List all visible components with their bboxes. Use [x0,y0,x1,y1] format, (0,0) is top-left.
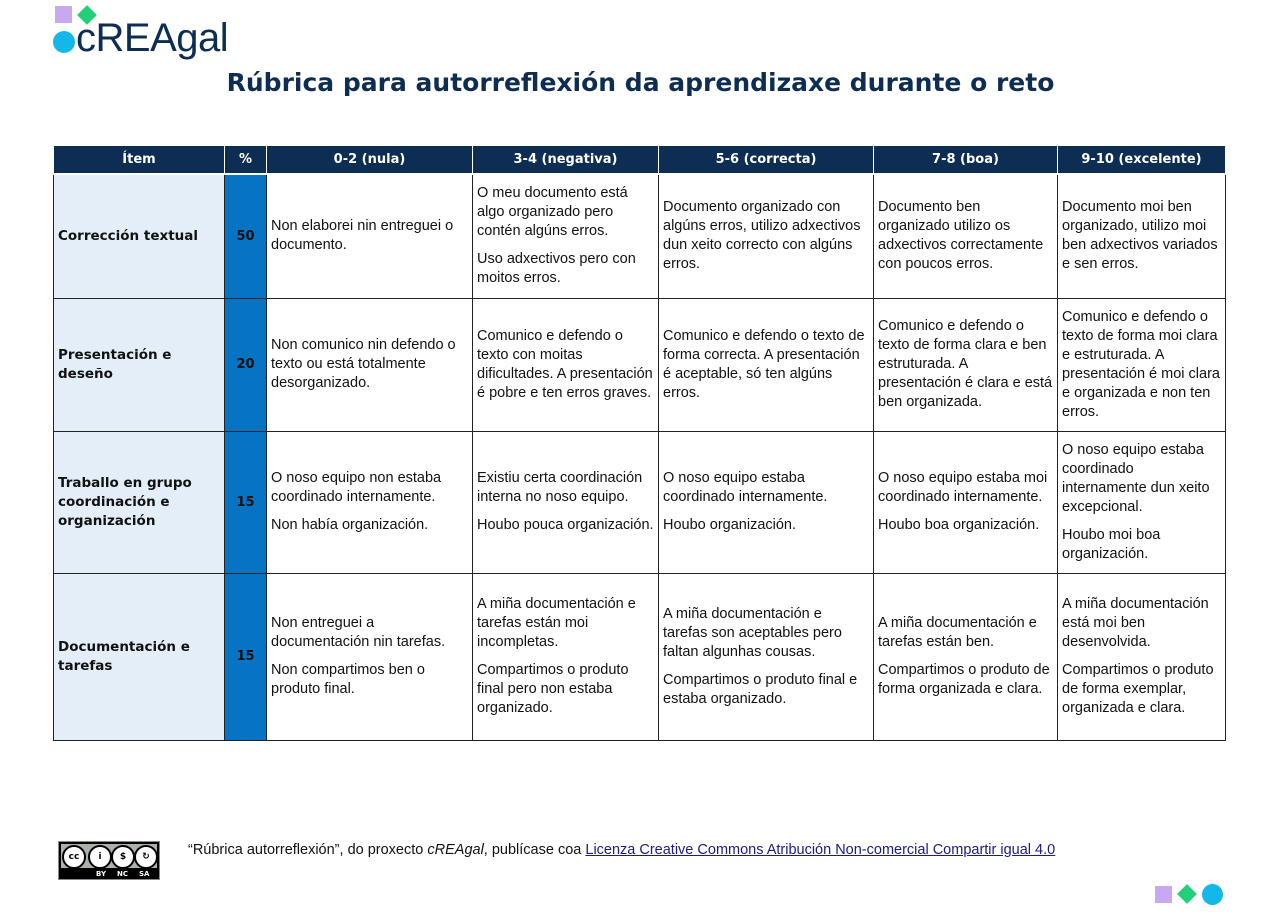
cell-paragraph: Comunico e defendo o texto de forma clara e ben estruturada. A presentación é clara e está ben organizada. [878,318,1053,410]
item-percentage: 20 [225,298,267,431]
rubric-cell [1058,298,1226,431]
license-text-start: “Rúbrica autorreflexión”, do proxecto [188,842,428,858]
cell-paragraph: O meu documento está algo organizado pero contén algúns erros. [477,185,628,240]
page-title: Rúbrica para autorreflexión da aprendizaxe durante o reto [226,68,1055,97]
rubric-cell [874,298,1058,431]
item-name: Documentación e tarefas [54,573,225,740]
nc-label: NC [117,870,128,878]
cell-paragraph: A miña documentación e tarefas están moi incompletas. [477,596,636,650]
by-label: BY [96,870,107,878]
cc-circle-icon: cc [62,845,86,869]
cell-paragraph: Non había organización. [271,517,429,533]
cell-paragraph: O noso equipo non estaba coordinado internamente. [271,470,442,505]
rubric-cell [267,573,473,740]
table-row [54,573,1226,740]
cell-paragraph: Compartimos o produto final e estaba organizado. [663,671,858,707]
rubric-cell [473,573,659,740]
table-row [54,431,1226,573]
logo-square-icon [55,6,72,23]
item-percentage: 50 [225,174,267,298]
cell-paragraph: O noso equipo estaba moi coordinado internamente. [878,470,1048,505]
attribution-icon: i [88,845,112,869]
rubric-cell [659,573,874,740]
table-row [54,174,1226,298]
cell-paragraph: O noso equipo estaba coordinado internamente. [663,470,828,505]
cell-paragraph: Documento ben organizado utilizo os adxectivos correctamente con poucos erros. [878,199,1044,273]
rubric-cell [1058,174,1226,298]
creagal-decoration [1153,884,1228,906]
cell-paragraph: Houbo moi boa organización. [1062,526,1161,562]
cell-paragraph: Non entreguei a documentación nin tarefas. [271,615,446,650]
table-row [54,298,1226,431]
cell-paragraph: O noso equipo estaba coordinado internamente dun xeito excepcional. [1062,441,1210,515]
cell-paragraph: Non elaborei nin entreguei o documento. [271,218,454,254]
sharealike-icon: ↻ [134,845,158,869]
license-text [188,842,1055,858]
sa-label: SA [139,870,150,878]
rubric-cell [874,431,1058,573]
column-header: 0-2 (nula) [267,146,473,175]
item-percentage: 15 [225,573,267,740]
logo-text: cREAgal [76,16,229,60]
rubric-cell [473,174,659,298]
rubric-cell [473,298,659,431]
cc-by-nc-sa-icon[interactable] [58,841,160,880]
cell-paragraph: Comunico e defendo o texto con moitas dificultades. A presentación é pobre e ten erros graves. [477,327,653,401]
decor-diamond-icon [1177,884,1197,904]
cell-paragraph: Compartimos o produto final pero non estaba organizado. [477,662,629,716]
cell-paragraph: Compartimos o produto de forma exemplar, organizada e clara. [1062,662,1214,716]
item-percentage: 15 [225,431,267,573]
item-name: Corrección textual [54,174,225,298]
item-name: Presentación e deseño [54,298,225,431]
cell-paragraph: Non comunico nin defendo o texto ou está totalmente desorganizado. [271,337,456,391]
cell-paragraph: Comunico e defendo o texto de forma moi clara e estruturada. A presentación é moi clara e organizada e non ten erros. [1062,308,1220,420]
license-text-middle: , publícase coa [483,842,586,858]
decor-circle-icon [1202,884,1223,905]
rubric-cell [473,431,659,573]
column-header: % [225,146,267,175]
cell-paragraph: A miña documentación e tarefas son aceptables pero faltan algunhas cousas. [663,605,842,660]
item-name: Traballo en grupo coordinación e organización [54,431,225,573]
cell-paragraph: Compartimos o produto de forma organizada e clara. [878,662,1050,697]
column-header: Ítem [54,146,225,175]
rubric-cell [1058,573,1226,740]
rubric-cell [659,174,874,298]
decor-square-icon [1155,886,1172,903]
logo-circle-icon [53,31,75,53]
rubric-cell [659,431,874,573]
rubric-cell [267,431,473,573]
cell-paragraph: Houbo boa organización. [878,517,1040,533]
column-header: 5-6 (correcta) [659,146,874,175]
column-header: 3-4 (negativa) [473,146,659,175]
rubric-cell [659,298,874,431]
cell-paragraph: Houbo pouca organización. [477,517,654,533]
rubric-cell [1058,431,1226,573]
cell-paragraph: A miña documentación está moi ben desenvolvida. [1062,596,1209,650]
column-header: 7-8 (boa) [874,146,1058,175]
license-link[interactable]: Licenza Creative Commons Atribución Non-comercial Compartir igual 4.0 [585,842,1056,858]
column-header: 9-10 (excelente) [1058,146,1226,175]
cell-paragraph: Non compartimos ben o produto final. [271,662,425,697]
creagal-logo [52,4,252,64]
rubric-table [53,145,1226,741]
project-name: cREAgal [427,842,484,858]
cell-paragraph: Uso adxectivos pero con moitos erros. [477,251,636,287]
cell-paragraph: A miña documentación e tarefas están ben. [878,615,1037,650]
cell-paragraph: Documento organizado con algúns erros, utilizo adxectivos dun xeito correcto con algúns erros. [663,199,861,273]
noncommercial-icon: $ [111,845,135,869]
rubric-cell [267,174,473,298]
rubric-cell [874,174,1058,298]
table-header-row [54,146,1226,175]
cell-paragraph: Documento moi ben organizado, utilizo moi ben adxectivos variados e sen erros. [1062,199,1218,273]
cell-paragraph: Houbo organización. [663,517,797,533]
rubric-cell [267,298,473,431]
cell-paragraph: Existiu certa coordinación interna no noso equipo. [477,470,643,505]
cell-paragraph: Comunico e defendo o texto de forma correcta. A presentación é aceptable, só ten algúns erros. [663,327,865,401]
rubric-cell [874,573,1058,740]
